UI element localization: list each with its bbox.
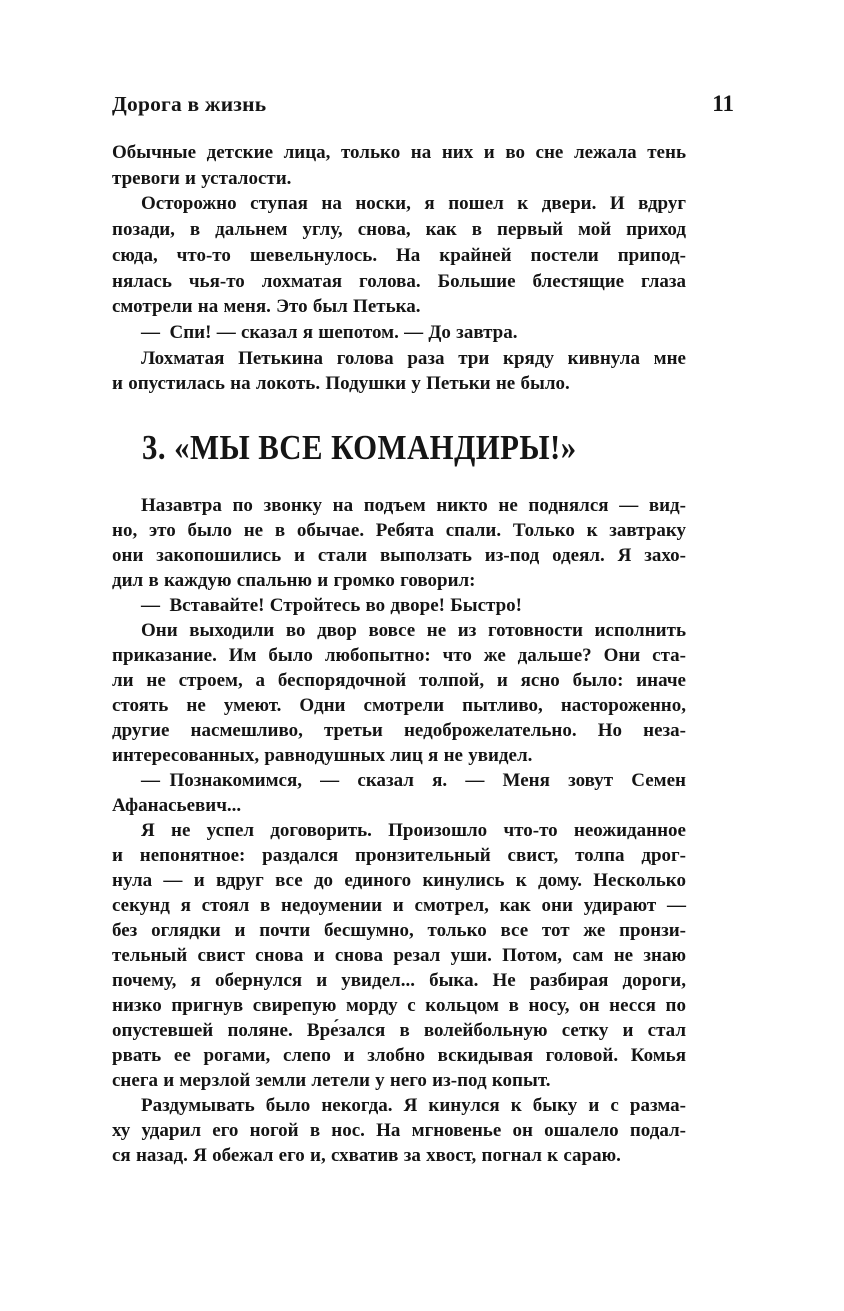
text-line: опустевшей поляне. Вре́зался в волейбольную сетку и стал <box>112 1020 686 1041</box>
text-line: ся назад. Я обежал его и, схватив за хвост, погнал к сараю. <box>112 1145 621 1166</box>
text-line: тельный свист снова и снова резал уши. Потом, сам не знаю <box>112 945 686 966</box>
paragraph <box>112 493 686 593</box>
running-title: Дорога в жизнь <box>112 92 267 116</box>
text-line: сюда, что-то шевельнулось. На крайней постели припод- <box>112 244 686 266</box>
text-line: без оглядки и почти бесшумно, только все тот же пронзи- <box>112 920 686 941</box>
paragraph <box>112 618 686 768</box>
paragraph <box>112 768 686 818</box>
text-line: почему, я обернулся и увидел... быка. Не разбирая дороги, <box>112 970 686 991</box>
text-line: Осторожно ступая на носки, я пошел к двери. И вдруг <box>141 193 686 215</box>
text-line: Назавтра по звонку на подъем никто не поднялся — вид- <box>141 495 686 516</box>
text-line: Они выходили во двор вовсе не из готовности исполнить <box>141 620 686 641</box>
paragraph <box>112 191 686 320</box>
text-line: и опустилась на локоть. Подушки у Петьки не было. <box>112 373 570 395</box>
text-line: тревоги и усталости. <box>112 167 292 189</box>
text-line: нялась чья-то лохматая голова. Большие блестящие глаза <box>112 270 686 292</box>
text-line: Афанасьевич... <box>112 795 242 816</box>
text-line: низко пригнув свирепую морду с кольцом в носу, он несся по <box>112 995 686 1016</box>
text-line: другие насмешливо, третьи недоброжелательно. Но неза- <box>112 720 686 741</box>
text-line: — Спи! — сказал я шепотом. — До завтра. <box>141 321 518 343</box>
text-line: Я не успел договорить. Произошло что-то неожиданное <box>141 820 686 841</box>
paragraph <box>112 320 686 346</box>
paragraph <box>112 1093 686 1168</box>
text-line: — Вставайте! Стройтесь во дворе! Быстро! <box>141 595 522 616</box>
text-line: ли не строем, а беспорядочной толпой, и ясно было: иначе <box>112 670 686 691</box>
text-line: стоять не умеют. Одни смотрели пытливо, настороженно, <box>112 695 686 716</box>
paragraph <box>112 346 686 397</box>
text-line: Лохматая Петькина голова раза три кряду кивнула мне <box>141 347 686 369</box>
text-line: Обычные детские лица, только на них и во сне лежала тень <box>112 142 686 163</box>
text-block-before-heading <box>112 140 686 397</box>
text-line: — Познакомимся, — сказал я. — Меня зовут Семен <box>141 770 686 791</box>
paragraph <box>112 593 686 618</box>
text-line: смотрели на меня. Это был Петька. <box>112 296 421 318</box>
text-line: рвать ее рогами, слепо и злобно вскидывая головой. Комья <box>112 1045 686 1066</box>
text-line: они закопошились и стали выползать из-под одеял. Я захо- <box>112 545 686 566</box>
text-block-after-heading <box>112 493 686 1168</box>
text-line: нула — и вдруг все до единого кинулись к дому. Несколько <box>112 870 686 891</box>
text-line: Раздумывать было некогда. Я кинулся к быку и с разма- <box>141 1095 686 1116</box>
text-line: секунд я стоял в недоумении и смотрел, как они удирают — <box>112 895 686 916</box>
paragraph <box>112 818 686 1093</box>
text-line: приказание. Им было любопытно: что же дальше? Они ста- <box>112 645 686 666</box>
paragraph <box>112 140 686 191</box>
chapter-heading: 3. «МЫ ВСЕ КОМАНДИРЫ!» <box>142 428 577 467</box>
text-line: позади, в дальнем углу, снова, как в первый мой приход <box>112 219 686 241</box>
running-header <box>112 91 734 117</box>
text-line: интересованных, равнодушных лиц я не увидел. <box>112 745 533 766</box>
text-line: но, это было не в обычае. Ребята спали. Только к завтраку <box>112 520 686 541</box>
text-line: и непонятное: раздался пронзительный свист, толпа дрог- <box>112 845 686 866</box>
text-line: снега и мерзлой земли летели у него из-под копыт. <box>112 1070 551 1091</box>
page-number: 11 <box>712 91 734 116</box>
text-line: дил в каждую спальню и громко говорил: <box>112 570 476 591</box>
text-line: ху ударил его ногой в нос. На мгновенье он ошалело подал- <box>112 1120 686 1141</box>
